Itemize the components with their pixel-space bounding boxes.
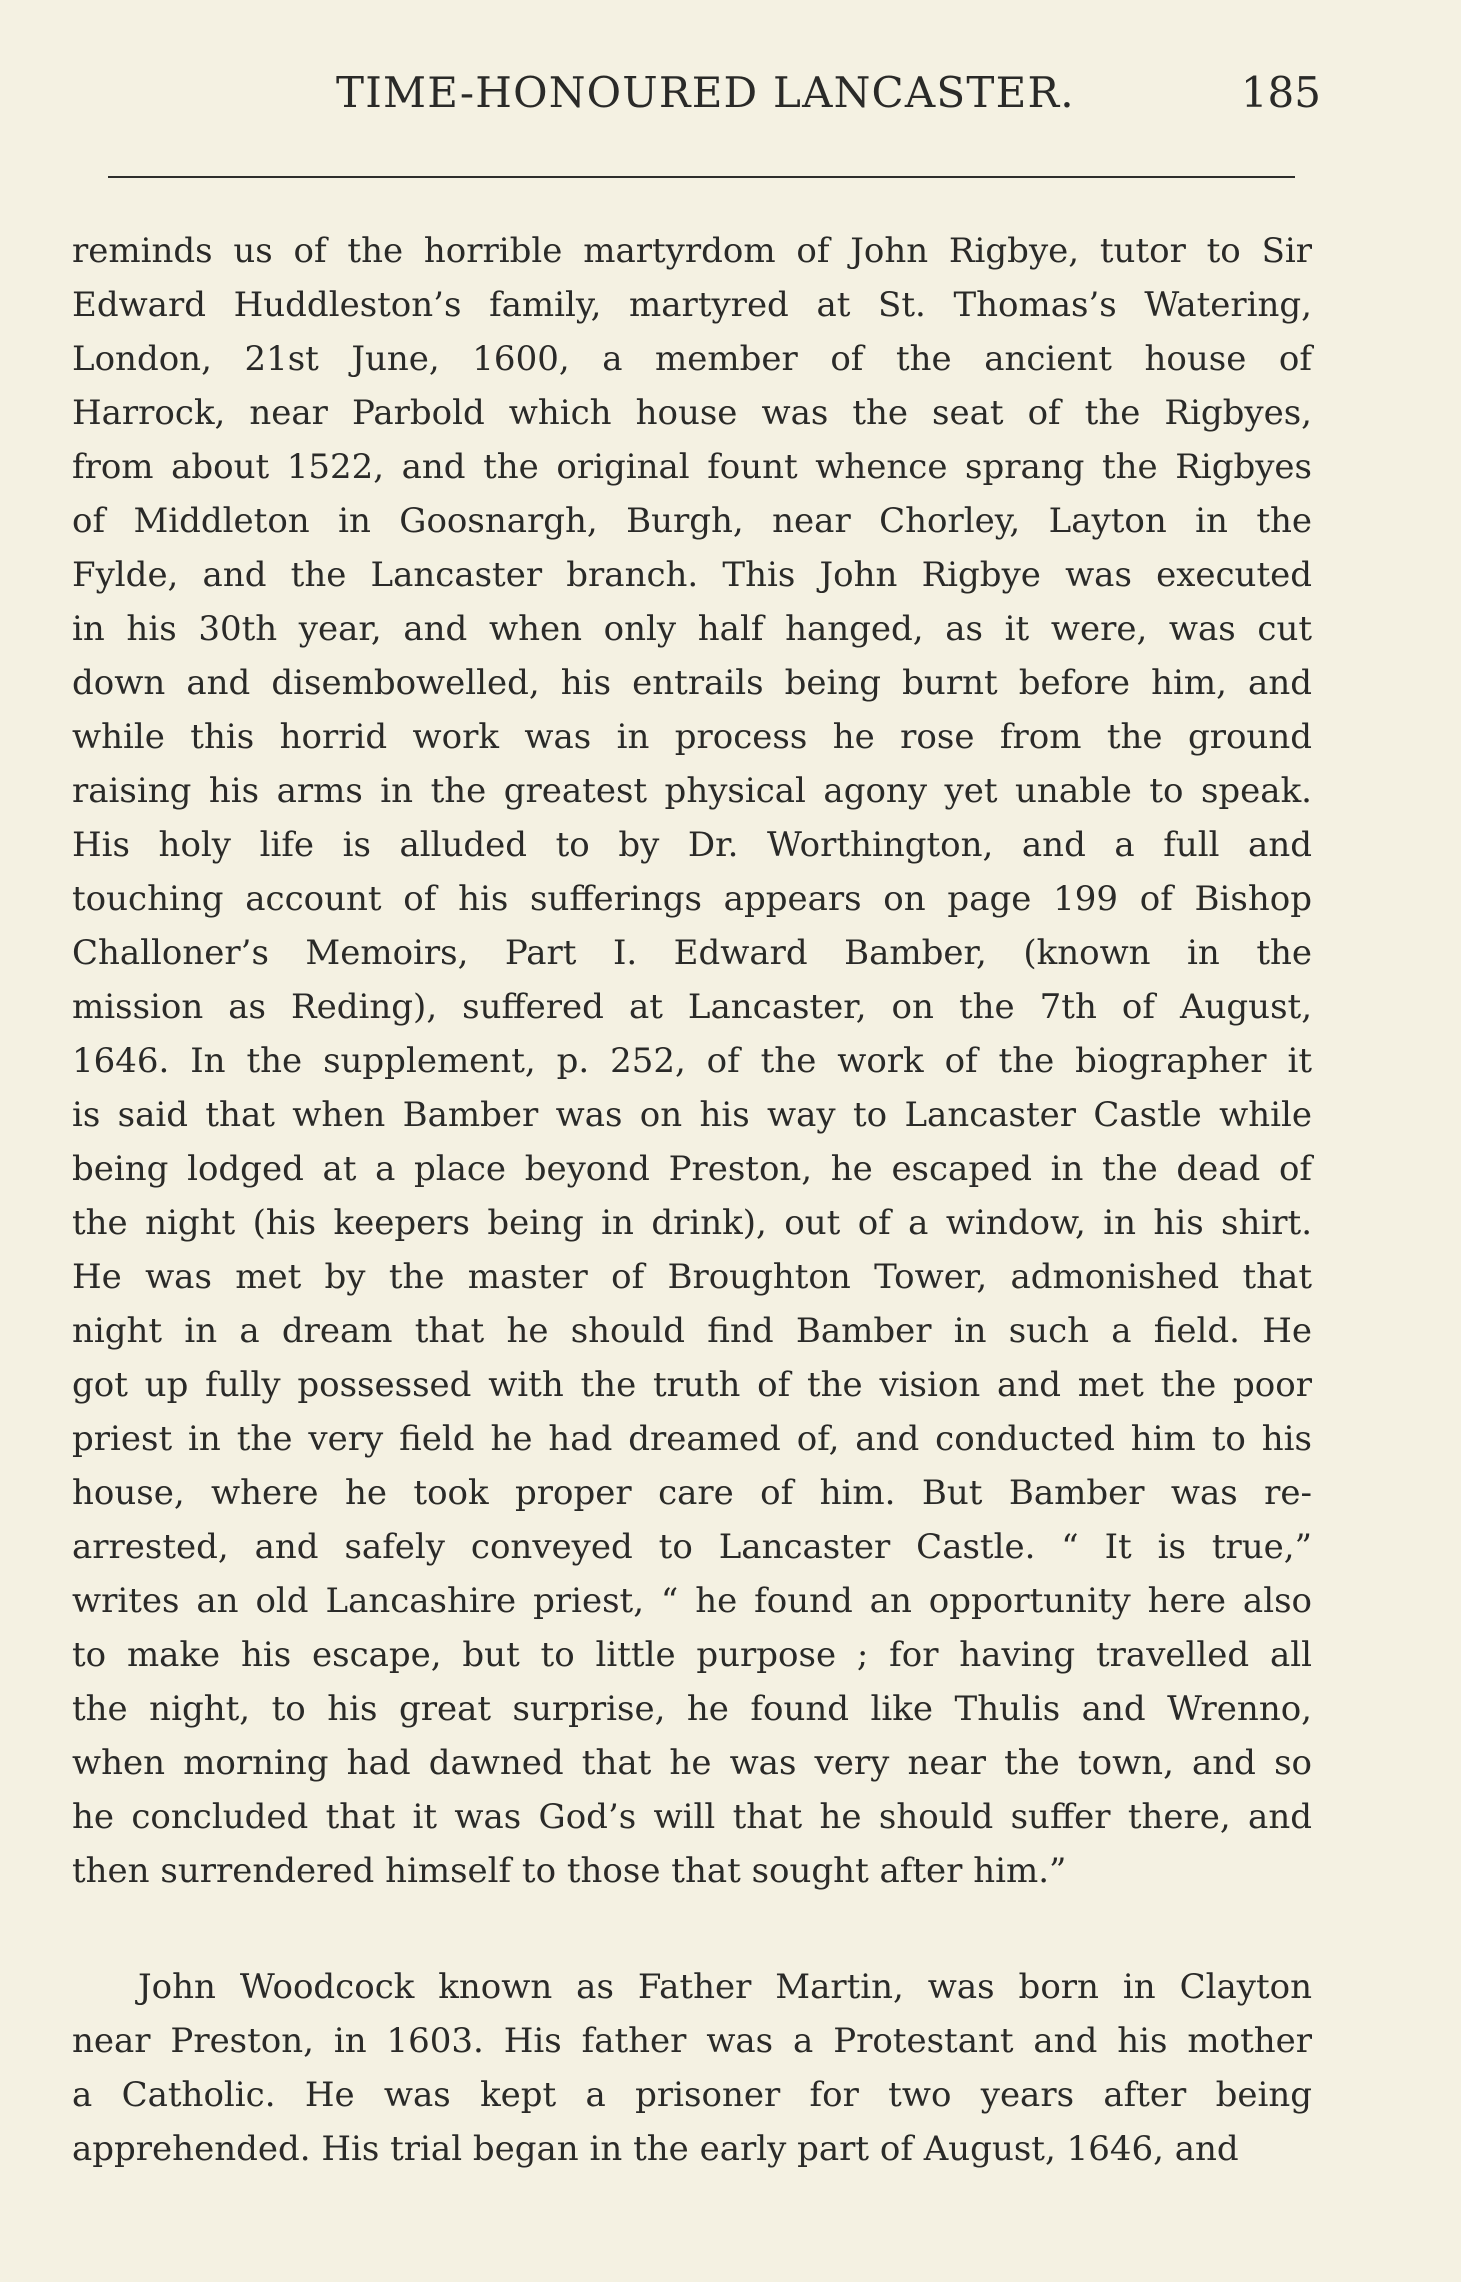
text-line: raising his arms in the greatest physical agony yet unable to speak. [72,771,1312,811]
text-line: house, where he took proper care of him. But Bamber was re- [72,1473,1312,1513]
text-line: is said that when Bamber was on his way to Lancaster Castle while [72,1095,1312,1135]
text-line: when morning had dawned that he was very near the town, and so [72,1743,1312,1783]
text-line: John Woodcock known as Father Martin, was born in Clayton [138,1967,1312,2007]
text-line: while this horrid work was in process he rose from the ground [72,717,1312,757]
text-line: arrested, and safely conveyed to Lancaster Castle. “ It is true,” [72,1527,1312,1567]
text-line: Fylde, and the Lancaster branch. This John Rigbye was executed [72,555,1312,595]
text-line: down and disembowelled, his entrails being burnt before him, and [72,663,1312,703]
text-line: apprehended. His trial began in the early part of August, 1646, and [72,2129,1239,2169]
text-line: reminds us of the horrible martyrdom of John Rigbye, tutor to Sir [72,231,1312,271]
running-head [72,68,1321,128]
text-line: Challoner’s Memoirs, Part I. Edward Bamber, (known in the [72,933,1312,973]
text-line: His holy life is alluded to by Dr. Worthington, and a full and [72,825,1312,865]
header-rule [108,176,1295,178]
text-line: touching account of his sufferings appears on page 199 of Bishop [72,879,1312,919]
text-line: Harrock, near Parbold which house was the seat of the Rigbyes, [72,393,1312,433]
text-line: mission as Reding), suffered at Lancaster, on the 7th of August, [72,987,1312,1027]
text-line: writes an old Lancashire priest, “ he found an opportunity here also [72,1581,1312,1621]
page-number: 185 [1240,68,1321,117]
text-line: from about 1522, and the original fount whence sprang the Rigbyes [72,447,1312,487]
paragraph-1 [72,224,1312,1898]
paragraph-2 [72,1960,1312,2176]
text-line: near Preston, in 1603. His father was a Protestant and his mother [72,2021,1312,2061]
text-line: in his 30th year, and when only half hanged, as it were, was cut [72,609,1312,649]
text-line: got up fully possessed with the truth of the vision and met the poor [72,1365,1312,1405]
text-line: the night (his keepers being in drink), out of a window, in his shirt. [72,1203,1312,1243]
text-line: the night, to his great surprise, he found like Thulis and Wrenno, [72,1689,1312,1729]
text-line: Edward Huddleston’s family, martyred at St. Thomas’s Watering, [72,285,1312,325]
text-line: London, 21st June, 1600, a member of the ancient house of [72,339,1312,379]
running-head-title: TIME-HONOURED LANCASTER. [336,68,1075,117]
text-line: He was met by the master of Broughton Tower, admonished that [72,1257,1312,1297]
text-line: then surrendered himself to those that sought after him.” [72,1851,1067,1891]
text-line: night in a dream that he should find Bamber in such a field. He [72,1311,1312,1351]
text-line: he concluded that it was God’s will that he should suffer there, and [72,1797,1312,1837]
text-line: a Catholic. He was kept a prisoner for two years after being [72,2075,1312,2115]
text-line: 1646. In the supplement, p. 252, of the work of the biographer it [72,1041,1312,1081]
text-line: of Middleton in Goosnargh, Burgh, near Chorley, Layton in the [72,501,1312,541]
text-line: to make his escape, but to little purpose ; for having travelled all [72,1635,1312,1675]
text-line: priest in the very field he had dreamed of, and conducted him to his [72,1419,1312,1459]
text-line: being lodged at a place beyond Preston, he escaped in the dead of [72,1149,1312,1189]
